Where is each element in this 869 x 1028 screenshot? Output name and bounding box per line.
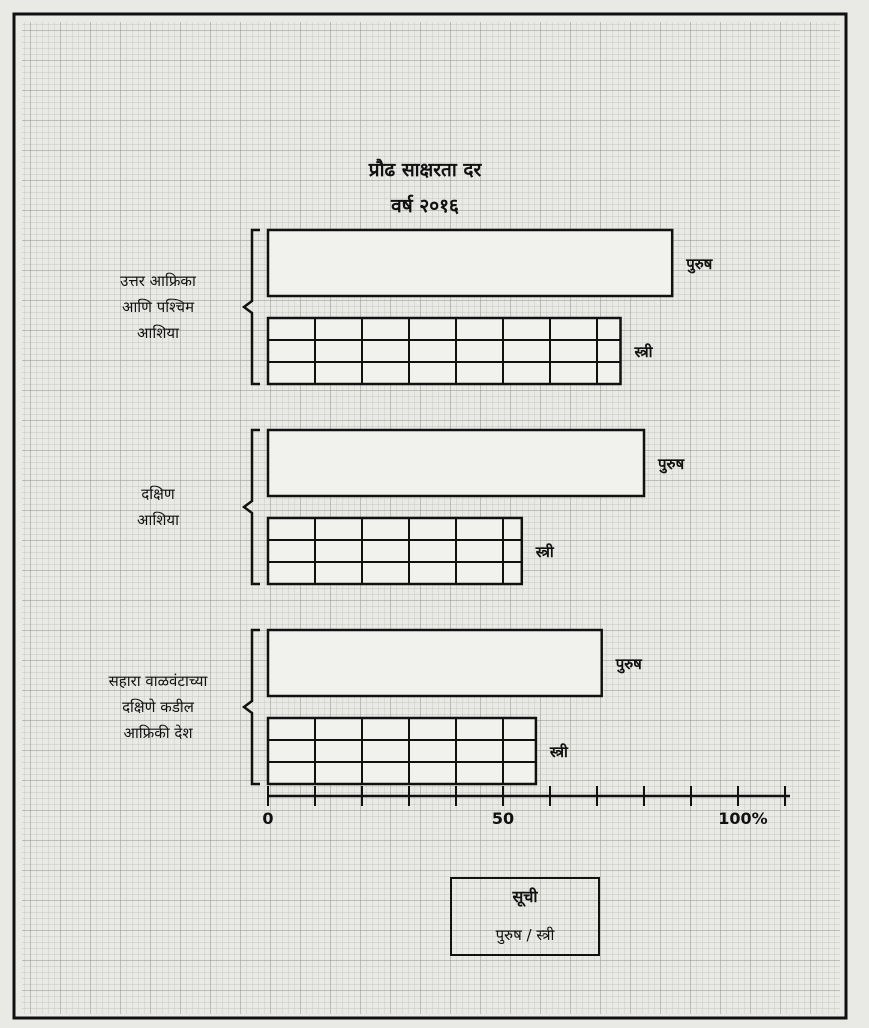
category-label: आणि पश्चिम xyxy=(121,298,195,316)
bar-female xyxy=(268,518,522,584)
series-label: स्त्री xyxy=(535,543,554,561)
category-label: आफ्रिकी देश xyxy=(123,724,193,742)
bar-male xyxy=(268,230,672,296)
x-tick-label: 50 xyxy=(491,809,515,828)
legend-entries: पुरुष / स्त्री xyxy=(495,926,555,944)
series-label: स्त्री xyxy=(549,743,568,761)
chart-subtitle: वर्ष २०१६ xyxy=(391,195,459,217)
bar-female xyxy=(268,318,621,384)
x-tick-label: 0 xyxy=(262,809,274,828)
series-label: पुरुष xyxy=(686,255,713,273)
legend-title: सूची xyxy=(512,887,538,906)
series-label: पुरुष xyxy=(658,455,685,473)
chart-title: प्रौढ साक्षरता दर xyxy=(368,159,482,181)
bar-female xyxy=(268,718,536,784)
category-label: उत्तर आफ्रिका xyxy=(120,272,196,290)
category-label: सहारा वाळवंटाच्या xyxy=(108,672,208,690)
bar-male xyxy=(268,430,644,496)
category-label: दक्षिणे कडील xyxy=(122,698,194,716)
series-label: स्त्री xyxy=(634,343,653,361)
category-label: आशिया xyxy=(136,324,180,342)
category-label: आशिया xyxy=(136,511,180,529)
x-tick-label: 100% xyxy=(718,809,768,828)
series-label: पुरुष xyxy=(615,655,642,673)
bar-male xyxy=(268,630,602,696)
category-label: दक्षिण xyxy=(141,485,175,503)
